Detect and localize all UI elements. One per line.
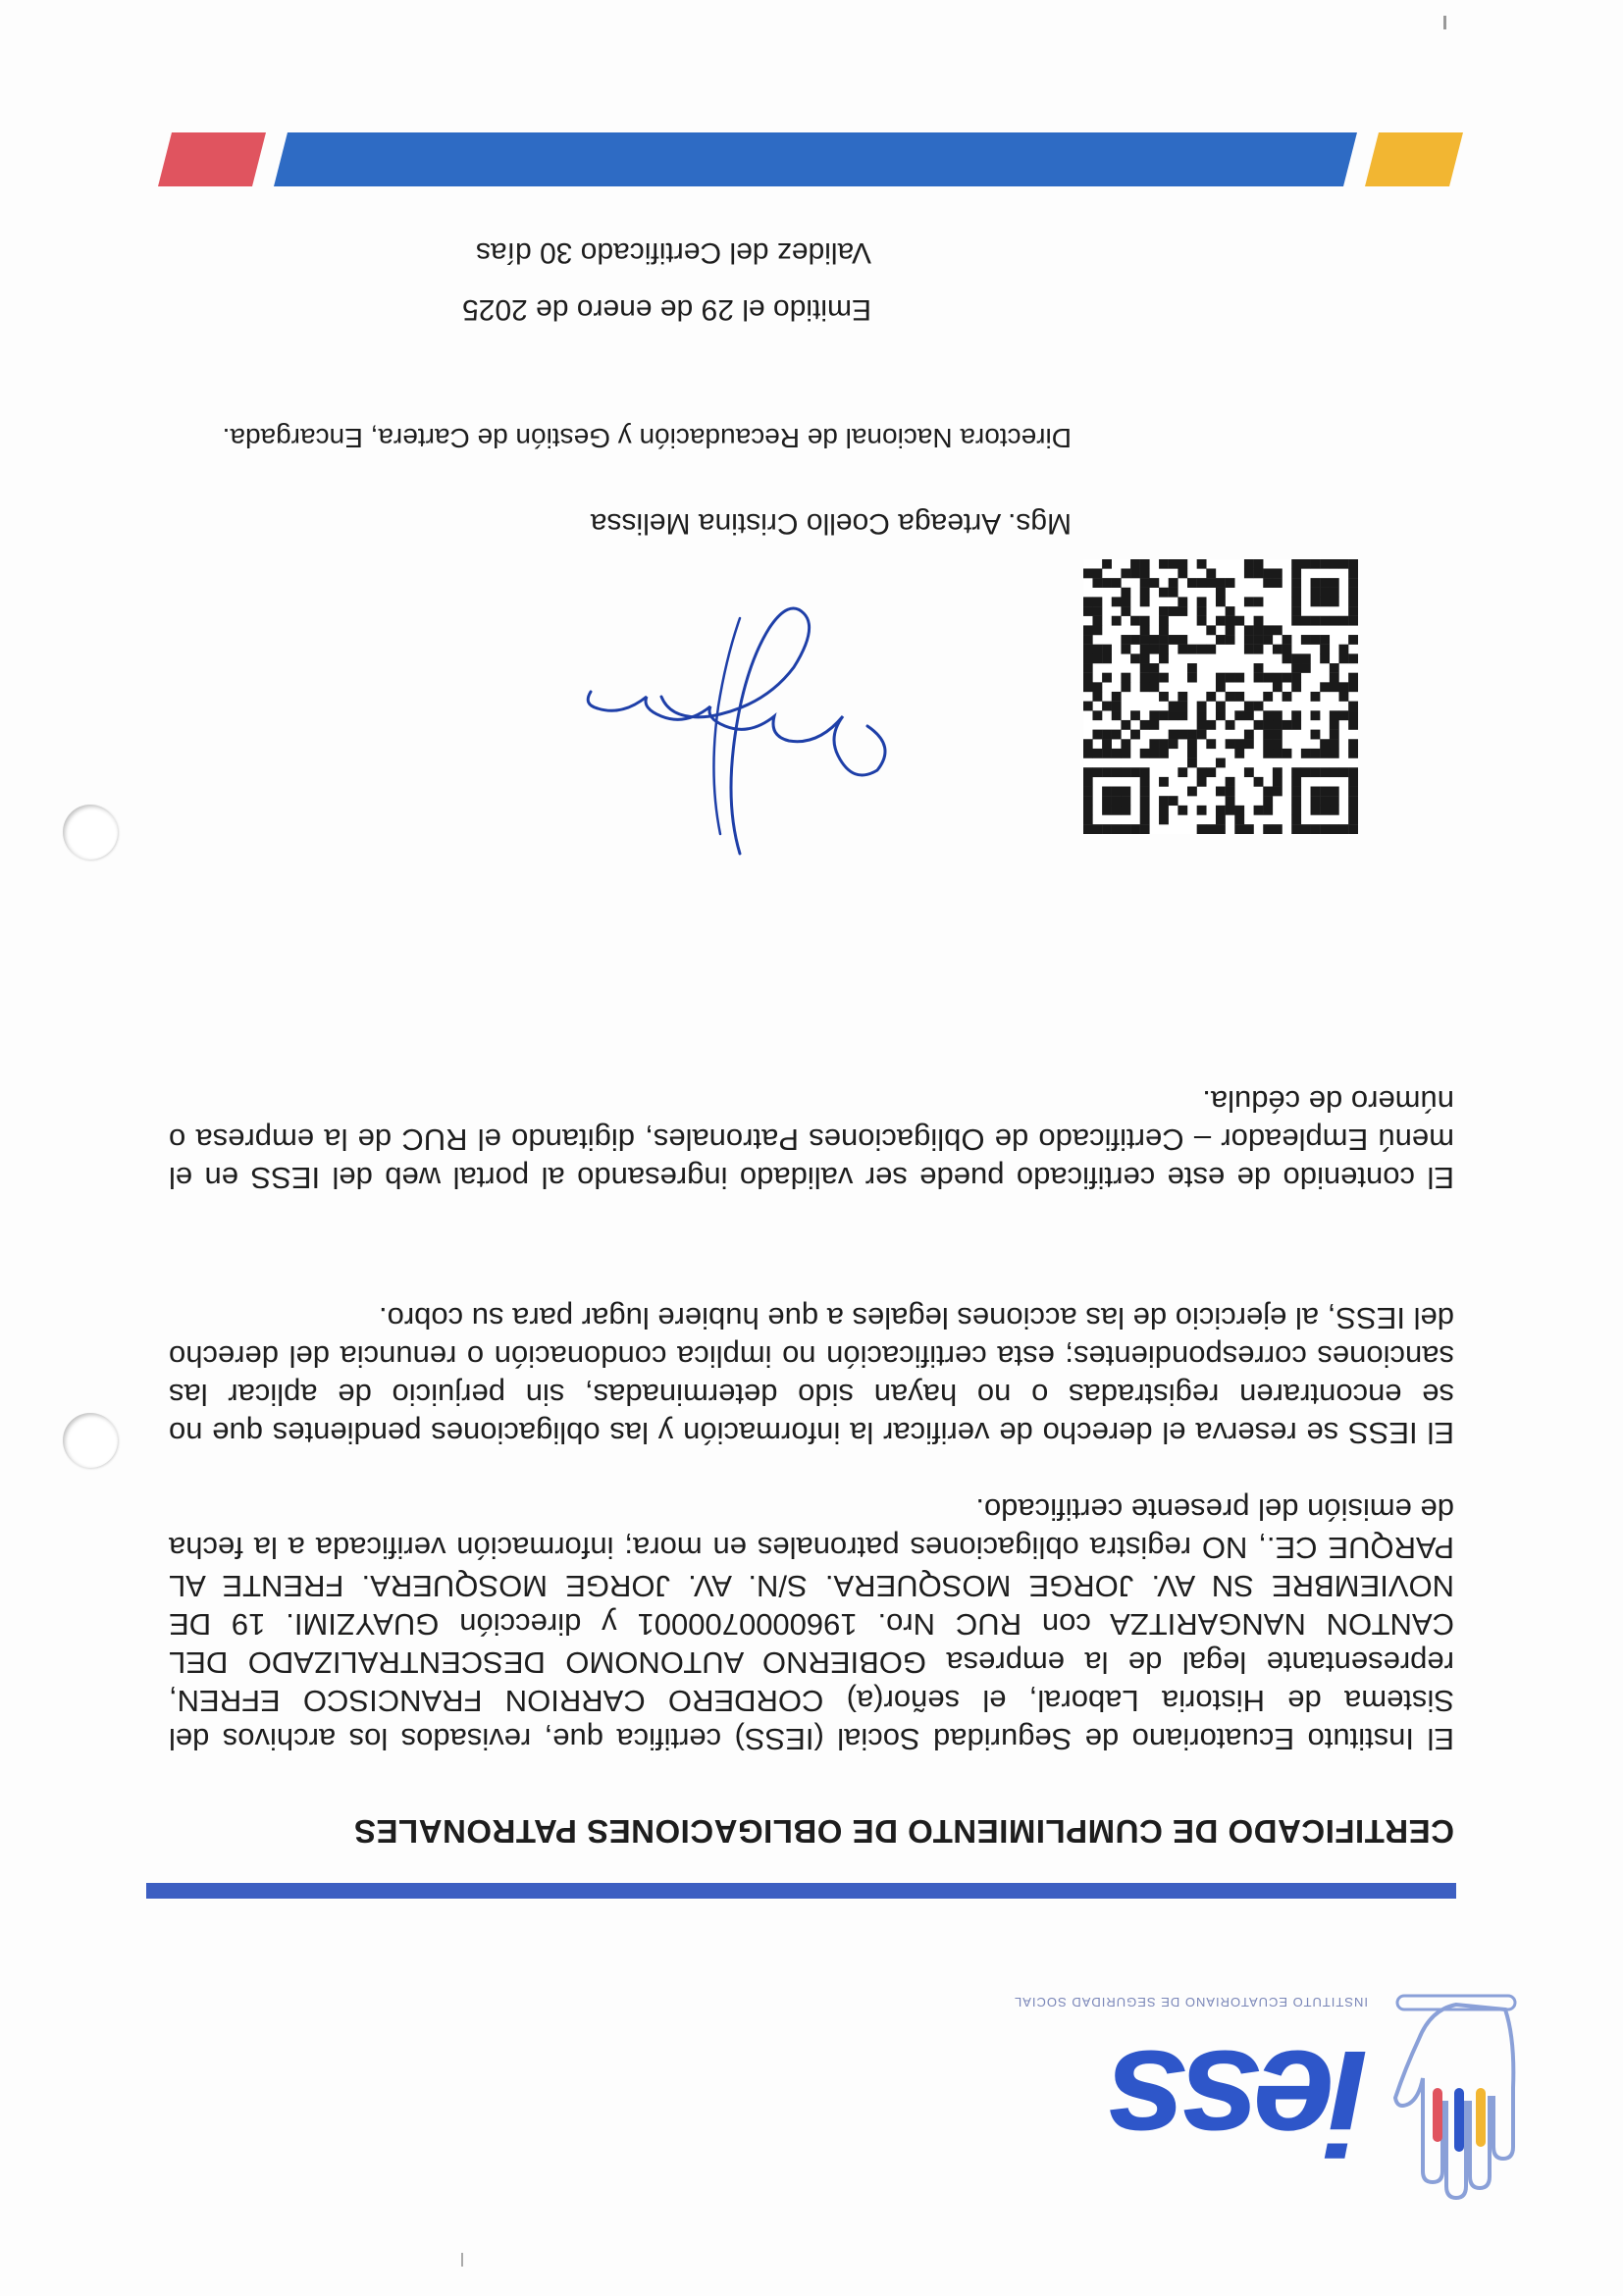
punch-hole	[63, 1413, 118, 1468]
reservation-paragraph: El IESS se reserva el derecho de verificar la información y las obligaciones pendientes que no se encontraren registradas o no hayan sido determinadas, sin perjuicio de aplicar las sanciones correspondientes; esta certificación no implica condonación o renuncia del derecho del IESS, al ejercicio de las acciones legales a que hubiere lugar para su cobro.	[169, 1301, 1454, 1450]
qr-code	[1083, 559, 1358, 834]
footer-color-bar	[158, 132, 1463, 186]
signer-role: Directora Nacional de Recaudación y Gestión de Cartera, Encargada.	[222, 423, 1072, 453]
document-title: CERTIFICADO DE CUMPLIMIENTO DE OBLIGACIONES PATRONALES	[353, 1813, 1454, 1850]
scan-mark	[461, 2253, 463, 2267]
footer-bar-red	[158, 132, 266, 186]
signer-name: Mgs. Arteaga Coello Cristina Melissa	[590, 507, 1072, 540]
header-rule	[146, 1883, 1456, 1899]
footer-bar-yellow	[1365, 132, 1463, 186]
handwritten-signature	[524, 589, 936, 863]
punch-hole	[63, 805, 118, 860]
iess-logo	[848, 1960, 1535, 2206]
hand-logo-icon	[1387, 1990, 1535, 2206]
certification-paragraph: El Instituto Ecuatoriano de Seguridad Social (IESS) certifica que, revisados los archivos del Sistema de Historia Laboral, el señor(a) CORDERO CARRION FRANCISCO EFREN, representante legal de la empresa GOBIERNO AUTONOMO DESCENTRALIZADO DEL CANTON NANGARITZA con RUC Nro. 1960000700001 y dirección GUAYZIMI. 19 DE NOVIEMBRE SN AV. JORGE MOSQUERA. S/N. AV. JORGE MOSQUERA. FRENTE AL PARQUE CE., NO registra obligaciones patronales en mora; información verificada a la fecha de emisión del presente certificado.	[169, 1492, 1454, 1756]
iess-subtitle: INSTITUTO ECUATORIANO DE SEGURIDAD SOCIAL	[1014, 1995, 1368, 2009]
scan-mark	[1443, 16, 1446, 29]
emission-date: Emitido el 29 de enero de 2025	[462, 293, 871, 326]
validation-paragraph: El contenido de este certificado puede ser validado ingresando al portal web del IESS en el menú Empleador – Certificado de Obligaciones Patronales, digitando el RUC de la empresa o número de cédula.	[169, 1084, 1454, 1195]
iess-wordmark: iess	[1113, 2020, 1368, 2185]
footer-bar-blue	[274, 132, 1357, 186]
certificate-validity: Validez del Certificado 30 días	[475, 236, 871, 269]
